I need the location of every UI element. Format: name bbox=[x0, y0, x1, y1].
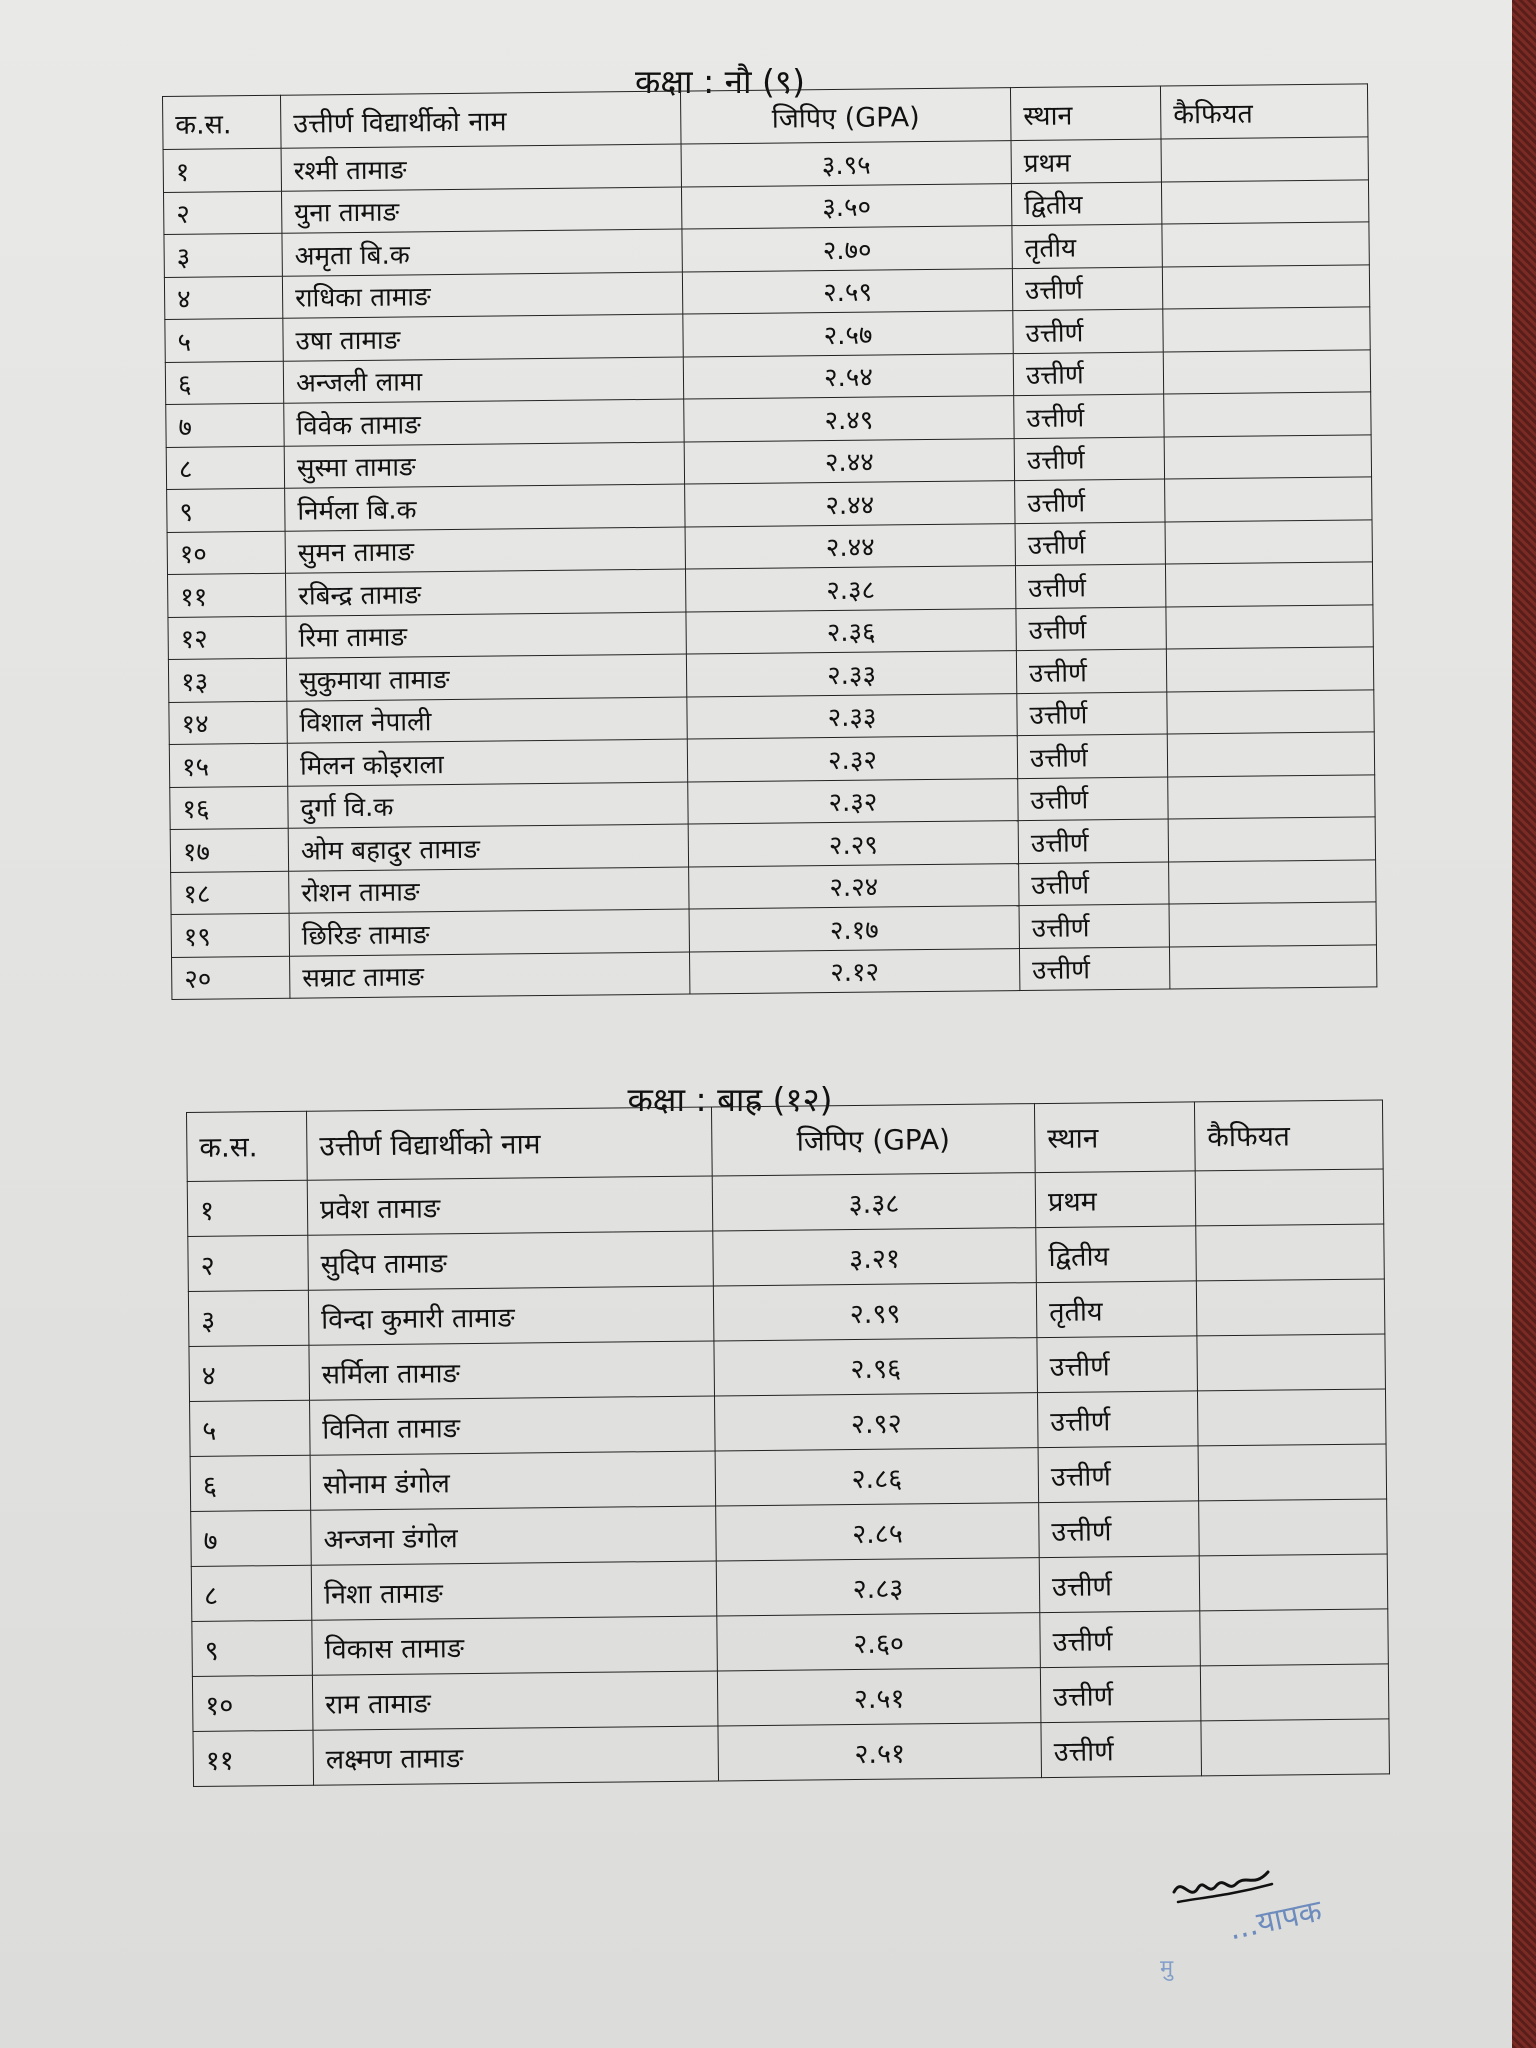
remarks-cell bbox=[1164, 434, 1371, 479]
serial-cell: १८ bbox=[171, 871, 289, 915]
remarks-cell bbox=[1163, 307, 1370, 352]
serial-cell: ८ bbox=[166, 446, 284, 490]
remarks-cell bbox=[1169, 944, 1376, 989]
position-cell: उत्तीर्ण bbox=[1039, 1501, 1200, 1558]
gpa-cell: २.१७ bbox=[689, 906, 1019, 952]
gpa-cell: २.८३ bbox=[716, 1558, 1040, 1616]
position-cell: उत्तीर्ण bbox=[1039, 1556, 1200, 1613]
position-cell: उत्तीर्ण bbox=[1012, 267, 1162, 311]
position-cell: उत्तीर्ण bbox=[1019, 862, 1169, 906]
position-cell: उत्तीर्ण bbox=[1014, 437, 1164, 481]
position-cell: तृतीय bbox=[1036, 1281, 1197, 1338]
gpa-cell: २.३२ bbox=[688, 778, 1018, 824]
name-cell: युना तामाङ bbox=[281, 187, 681, 234]
serial-cell: ३ bbox=[164, 233, 282, 277]
name-cell: ओम बहादुर तामाङ bbox=[288, 824, 688, 871]
class12-title: कक्षा : बाह्र (१२) bbox=[627, 1080, 833, 1119]
class12-header-row bbox=[187, 1100, 1384, 1182]
position-cell: तृतीय bbox=[1012, 224, 1162, 268]
gpa-cell: २.२९ bbox=[688, 821, 1018, 867]
stamp-text: ...यापक bbox=[1225, 1893, 1325, 1948]
gpa-cell: २.४९ bbox=[684, 396, 1014, 442]
gpa-cell: २.५१ bbox=[718, 1723, 1042, 1781]
name-cell: दुर्गा वि.क bbox=[288, 782, 688, 829]
gpa-cell: ३.२१ bbox=[713, 1228, 1037, 1286]
serial-cell: २ bbox=[188, 1235, 309, 1291]
serial-cell: १९ bbox=[171, 913, 289, 957]
header-remarks: कैफियत bbox=[1160, 84, 1368, 139]
remarks-cell bbox=[1163, 349, 1370, 394]
position-cell: उत्तीर्ण bbox=[1038, 1446, 1199, 1503]
gpa-cell: २.३३ bbox=[686, 651, 1016, 697]
gpa-cell: २.४४ bbox=[684, 438, 1014, 484]
name-cell: रबिन्द्र तामाङ bbox=[286, 569, 686, 616]
gpa-cell: २.३२ bbox=[687, 736, 1017, 782]
gpa-cell: २.७० bbox=[682, 226, 1012, 272]
serial-cell: १३ bbox=[168, 658, 286, 702]
position-cell: द्वितीय bbox=[1036, 1226, 1197, 1283]
position-cell: उत्तीर्ण bbox=[1017, 692, 1167, 736]
name-cell: रोशन तामाङ bbox=[289, 867, 689, 914]
remarks-cell bbox=[1199, 1554, 1388, 1611]
gpa-cell: २.५७ bbox=[683, 311, 1013, 357]
gpa-cell: २.५९ bbox=[682, 268, 1012, 314]
gpa-cell: ३.३८ bbox=[712, 1173, 1036, 1231]
gpa-cell: २.४४ bbox=[685, 481, 1015, 527]
serial-cell: ६ bbox=[190, 1455, 311, 1511]
serial-cell: १७ bbox=[170, 828, 288, 872]
serial-cell: २० bbox=[172, 956, 290, 1000]
position-cell: द्वितीय bbox=[1011, 182, 1161, 226]
header-gpa: जिपिए (GPA) bbox=[680, 88, 1011, 144]
stamp-mark: मु bbox=[1160, 1956, 1174, 1981]
serial-cell: २ bbox=[164, 191, 282, 235]
remarks-cell bbox=[1161, 179, 1368, 224]
serial-cell: १६ bbox=[170, 786, 288, 830]
remarks-cell bbox=[1168, 817, 1375, 862]
name-cell: विन्दा कुमारी तामाङ bbox=[308, 1286, 714, 1345]
remarks-cell bbox=[1197, 1334, 1386, 1391]
serial-cell: ९ bbox=[167, 488, 285, 532]
gpa-cell: २.४४ bbox=[685, 523, 1015, 569]
position-cell: उत्तीर्ण bbox=[1013, 309, 1163, 353]
name-cell: सुमन तामाङ bbox=[285, 527, 685, 574]
position-cell: उत्तीर्ण bbox=[1017, 734, 1167, 778]
remarks-cell bbox=[1169, 859, 1376, 904]
remarks-cell bbox=[1200, 1609, 1389, 1666]
serial-cell: ११ bbox=[168, 573, 286, 617]
gpa-cell: २.६० bbox=[717, 1613, 1041, 1671]
serial-cell: ६ bbox=[165, 361, 283, 405]
remarks-cell bbox=[1162, 264, 1369, 309]
remarks-cell bbox=[1200, 1664, 1389, 1721]
remarks-cell bbox=[1201, 1719, 1390, 1776]
header-position: स्थान bbox=[1010, 86, 1161, 141]
serial-cell: १ bbox=[187, 1180, 308, 1236]
name-cell: अमृता बि.क bbox=[282, 229, 682, 276]
gpa-cell: २.३८ bbox=[685, 566, 1015, 612]
name-cell: विनिता तामाङ bbox=[310, 1396, 716, 1455]
gpa-cell: २.९२ bbox=[715, 1393, 1039, 1451]
position-cell: उत्तीर्ण bbox=[1040, 1666, 1201, 1723]
name-cell: सर्मिला तामाङ bbox=[309, 1341, 715, 1400]
name-cell: सम्राट तामाङ bbox=[290, 952, 690, 999]
header-serial: क.स. bbox=[187, 1111, 308, 1181]
position-cell: उत्तीर्ण bbox=[1040, 1611, 1201, 1668]
remarks-cell bbox=[1198, 1444, 1387, 1501]
remarks-cell bbox=[1167, 732, 1374, 777]
name-cell: विशाल नेपाली bbox=[287, 697, 687, 744]
serial-cell: १० bbox=[167, 531, 285, 575]
serial-cell: १२ bbox=[168, 616, 286, 660]
remarks-cell bbox=[1196, 1224, 1385, 1281]
position-cell: उत्तीर्ण bbox=[1015, 522, 1165, 566]
name-cell: रश्मी तामाङ bbox=[281, 144, 681, 191]
class9-title: कक्षा : नौ (९) bbox=[635, 62, 805, 101]
serial-cell: ४ bbox=[164, 276, 282, 320]
header-name: उत्तीर्ण विद्यार्थीको नाम bbox=[306, 1107, 712, 1180]
gpa-cell: २.१२ bbox=[689, 948, 1019, 994]
name-cell: अन्जली लामा bbox=[283, 357, 683, 404]
position-cell: उत्तीर्ण bbox=[1019, 946, 1169, 990]
serial-cell: ५ bbox=[190, 1400, 311, 1456]
serial-cell: १० bbox=[192, 1675, 313, 1731]
remarks-cell bbox=[1166, 604, 1373, 649]
gpa-cell: ३.५० bbox=[681, 183, 1011, 229]
name-cell: उषा तामाङ bbox=[283, 314, 683, 361]
position-cell: उत्तीर्ण bbox=[1041, 1721, 1202, 1778]
class12-results-table bbox=[186, 1099, 1390, 1786]
serial-cell: ४ bbox=[189, 1345, 310, 1401]
position-cell: उत्तीर्ण bbox=[1015, 564, 1165, 608]
name-cell: छिरिङ तामाङ bbox=[289, 909, 689, 956]
name-cell: विकास तामाङ bbox=[312, 1616, 718, 1675]
remarks-cell bbox=[1169, 902, 1376, 947]
gpa-cell: २.५४ bbox=[683, 353, 1013, 399]
serial-cell: ११ bbox=[193, 1730, 314, 1786]
class9-results-table bbox=[162, 83, 1377, 1000]
remarks-cell bbox=[1166, 647, 1373, 692]
name-cell: सुदिप तामाङ bbox=[308, 1231, 714, 1290]
name-cell: लक्ष्मण तामाङ bbox=[313, 1726, 719, 1785]
position-cell: उत्तीर्ण bbox=[1037, 1391, 1198, 1448]
position-cell: उत्तीर्ण bbox=[1014, 394, 1164, 438]
serial-cell: ७ bbox=[166, 403, 284, 447]
serial-cell: ९ bbox=[192, 1620, 313, 1676]
name-cell: सुस्मा तामाङ bbox=[284, 442, 684, 489]
gpa-cell: २.८५ bbox=[716, 1503, 1040, 1561]
serial-cell: १५ bbox=[169, 743, 287, 787]
serial-cell: ३ bbox=[188, 1290, 309, 1346]
gpa-cell: ३.९५ bbox=[681, 141, 1011, 187]
remarks-cell bbox=[1165, 562, 1372, 607]
position-cell: प्रथम bbox=[1011, 139, 1161, 183]
serial-cell: ५ bbox=[165, 318, 283, 362]
position-cell: उत्तीर्ण bbox=[1037, 1336, 1198, 1393]
position-cell: उत्तीर्ण bbox=[1019, 904, 1169, 948]
name-cell: रिमा तामाङ bbox=[286, 612, 686, 659]
name-cell: राम तामाङ bbox=[312, 1671, 718, 1730]
gpa-cell: २.९६ bbox=[714, 1338, 1038, 1396]
name-cell: सुकुमाया तामाङ bbox=[286, 654, 686, 701]
header-remarks: कैफियत bbox=[1194, 1100, 1383, 1171]
header-gpa: जिपिए (GPA) bbox=[711, 1104, 1035, 1176]
position-cell: उत्तीर्ण bbox=[1015, 479, 1165, 523]
remarks-cell bbox=[1195, 1169, 1384, 1226]
position-cell: उत्तीर्ण bbox=[1018, 777, 1168, 821]
name-cell: सोनाम डंगोल bbox=[310, 1451, 716, 1510]
position-cell: उत्तीर्ण bbox=[1013, 352, 1163, 396]
remarks-cell bbox=[1168, 774, 1375, 819]
gpa-cell: २.३३ bbox=[687, 693, 1017, 739]
name-cell: विवेक तामाङ bbox=[284, 399, 684, 446]
remarks-cell bbox=[1164, 392, 1371, 437]
remarks-cell bbox=[1197, 1389, 1386, 1446]
name-cell: राधिका तामाङ bbox=[282, 272, 682, 319]
remarks-cell bbox=[1199, 1499, 1388, 1556]
gpa-cell: २.३६ bbox=[686, 608, 1016, 654]
serial-cell: ८ bbox=[191, 1565, 312, 1621]
remarks-cell bbox=[1165, 477, 1372, 522]
position-cell: प्रथम bbox=[1035, 1171, 1196, 1228]
position-cell: उत्तीर्ण bbox=[1016, 649, 1166, 693]
serial-cell: १४ bbox=[169, 701, 287, 745]
gpa-cell: २.९९ bbox=[713, 1283, 1037, 1341]
name-cell: अन्जना डंगोल bbox=[311, 1506, 717, 1565]
header-name: उत्तीर्ण विद्यार्थीको नाम bbox=[280, 91, 681, 148]
remarks-cell bbox=[1167, 689, 1374, 734]
name-cell: प्रवेश तामाङ bbox=[307, 1176, 713, 1235]
remarks-cell bbox=[1162, 222, 1369, 267]
position-cell: उत्तीर्ण bbox=[1016, 607, 1166, 651]
header-position: स्थान bbox=[1034, 1102, 1195, 1173]
name-cell: निशा तामाङ bbox=[311, 1561, 717, 1620]
position-cell: उत्तीर्ण bbox=[1018, 819, 1168, 863]
name-cell: निर्मला बि.क bbox=[285, 484, 685, 531]
serial-cell: १ bbox=[163, 148, 281, 192]
remarks-cell bbox=[1161, 137, 1368, 182]
gpa-cell: २.५१ bbox=[717, 1668, 1041, 1726]
header-serial: क.स. bbox=[163, 95, 282, 149]
gpa-cell: २.८६ bbox=[715, 1448, 1039, 1506]
remarks-cell bbox=[1165, 519, 1372, 564]
gpa-cell: २.२४ bbox=[689, 863, 1019, 909]
name-cell: मिलन कोइराला bbox=[287, 739, 687, 786]
remarks-cell bbox=[1196, 1279, 1385, 1336]
serial-cell: ७ bbox=[191, 1510, 312, 1566]
table-row bbox=[193, 1719, 1390, 1787]
